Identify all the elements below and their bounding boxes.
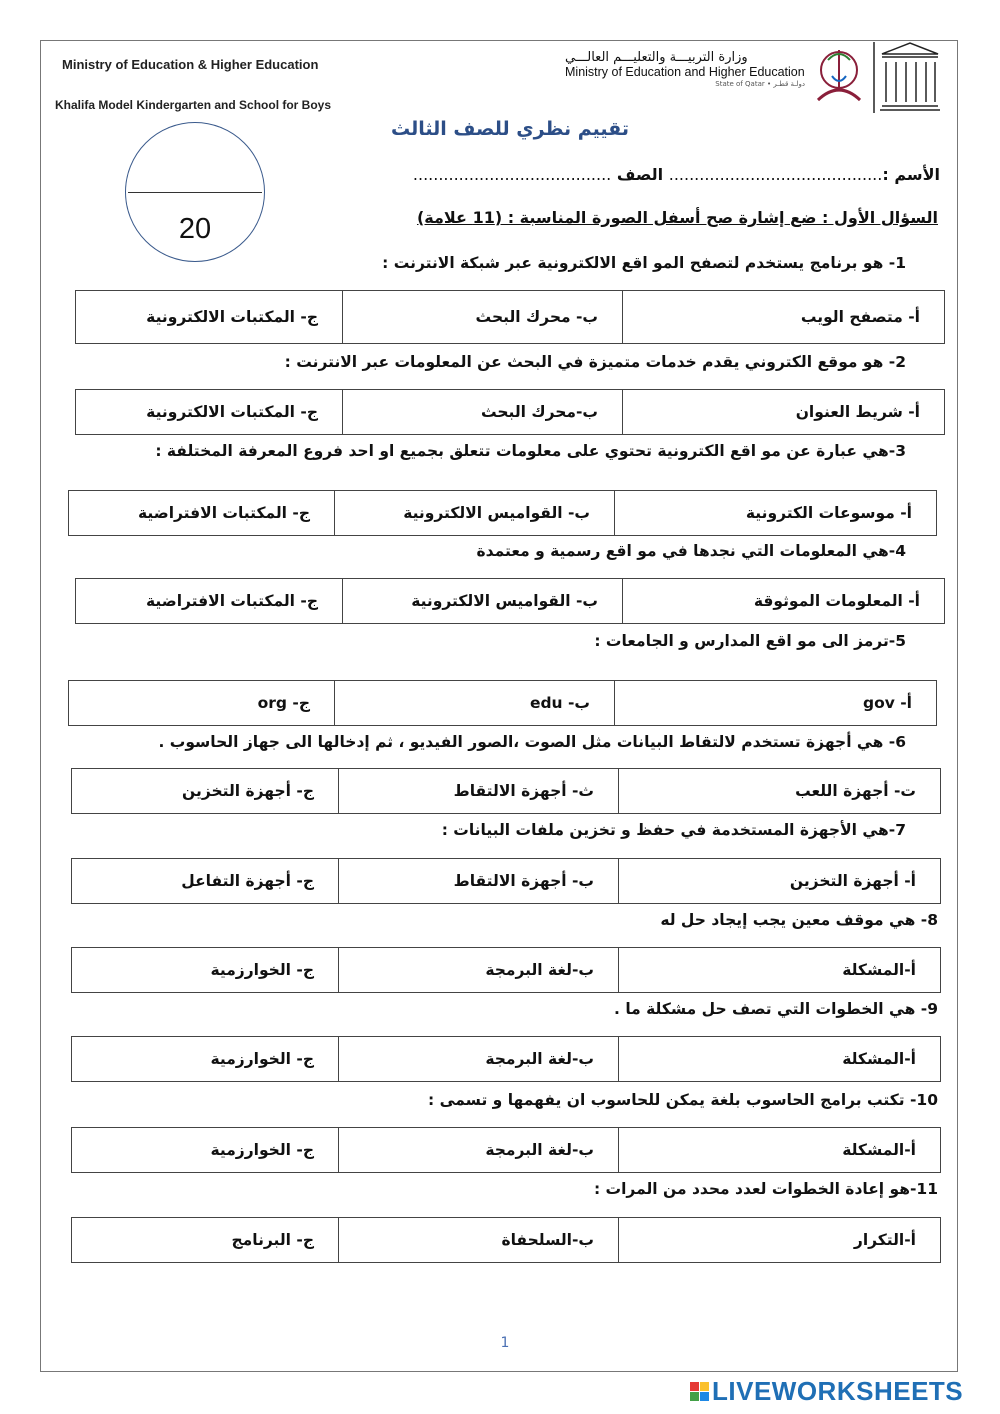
option-c[interactable]: ج- أجهزة التخزين: [182, 782, 314, 800]
options-row-9: [71, 1036, 941, 1082]
option-a[interactable]: أ-المشكلة: [618, 1128, 940, 1172]
question-3: 3-هي عبارة عن مو اقع الكترونية تحتوي على معلومات تتعلق بجميع او احد فروع المعرفة المختلفة :: [155, 442, 906, 460]
question-1: 1- هو برنامج يستخدم لتصفح المو اقع الالكترونية عبر شبكة الانترنت :: [382, 254, 906, 272]
option-c[interactable]: ج- أجهزة التفاعل: [181, 872, 314, 890]
option-c[interactable]: ج- المكتبات الافتراضية: [138, 504, 310, 522]
option-a[interactable]: أ- متصفح الويب: [622, 291, 944, 343]
option-a[interactable]: أ- شريط العنوان: [622, 390, 944, 434]
option-a[interactable]: أ- gov: [614, 681, 936, 725]
option-a[interactable]: أ- موسوعات الكترونية: [614, 491, 936, 535]
unesco-logo-icon: [872, 40, 942, 115]
ministry-logo-text: [565, 50, 805, 88]
school-name: Khalifa Model Kindergarten and School for Boys: [55, 98, 332, 112]
class-field[interactable]: .......................................: [412, 165, 612, 184]
option-b[interactable]: ب- القواميس الالكترونية: [334, 491, 614, 535]
liveworksheets-logo: [690, 1376, 963, 1407]
option-c[interactable]: ج- المكتبات الالكترونية: [146, 403, 318, 421]
page-number: 1: [500, 1335, 510, 1351]
option-b[interactable]: ب-لغة البرمجة: [338, 948, 618, 992]
question-2: 2- هو موقع الكتروني يقدم خدمات متميزة في البحث عن المعلومات عبر الانترنت :: [284, 353, 906, 371]
option-a[interactable]: أ-المشكلة: [618, 1037, 940, 1081]
option-b[interactable]: ب- محرك البحث: [342, 291, 622, 343]
ministry-name-en-right: Ministry of Education and Higher Education: [565, 65, 805, 79]
option-b[interactable]: ب-السلحفاة: [338, 1218, 618, 1262]
option-a[interactable]: أ-التكرار: [618, 1218, 940, 1262]
options-row-4: [75, 578, 945, 624]
option-b[interactable]: ث- أجهزة الالتقاط: [338, 769, 618, 813]
options-row-5: [68, 680, 937, 726]
ministry-name-ar: وزارة التربيـــة والتعليـــم العالـــي: [565, 50, 748, 65]
option-c[interactable]: ج- المكتبات الالكترونية: [146, 308, 318, 326]
option-b[interactable]: ب- القواميس الالكترونية: [342, 579, 622, 623]
options-row-11: [71, 1217, 941, 1263]
option-a[interactable]: أ- المعلومات الموثوقة: [622, 579, 944, 623]
option-c[interactable]: ج- الخوارزمية: [210, 1050, 314, 1068]
option-c[interactable]: ج- org: [257, 694, 310, 712]
option-b[interactable]: ب- أجهزة الالتقاط: [338, 859, 618, 903]
option-c[interactable]: ج- البرنامج: [231, 1231, 314, 1249]
option-b[interactable]: ب-لغة البرمجة: [338, 1128, 618, 1172]
question-9: 9- هي الخطوات التي تصف حل مشكلة ما .: [614, 1000, 938, 1018]
ministry-name-en: Ministry of Education & Higher Education: [62, 57, 319, 72]
question-4: 4-هي المعلومات التي نجدها في مو اقع رسمية و معتمدة: [476, 542, 906, 560]
score-total: 20: [178, 213, 212, 245]
name-class-line: [390, 165, 940, 184]
question-11: 11-هو إعادة الخطوات لعدد محدد من المرات :: [593, 1180, 938, 1198]
option-c[interactable]: ج- المكتبات الافتراضية: [146, 592, 318, 610]
liveworksheets-text: LIVEWORKSHEETS: [712, 1376, 964, 1406]
question-7: 7-هي الأجهزة المستخدمة في حفظ و تخزين ملفات البيانات :: [441, 821, 906, 839]
qatar-emblem-icon: [810, 40, 868, 112]
option-b[interactable]: ب-محرك البحث: [342, 390, 622, 434]
options-row-10: [71, 1127, 941, 1173]
option-a[interactable]: أ-المشكلة: [618, 948, 940, 992]
option-a[interactable]: ت- أجهزة اللعب: [618, 769, 940, 813]
options-row-3: [68, 490, 937, 536]
options-row-6: [71, 768, 941, 814]
option-c[interactable]: ج- الخوارزمية: [210, 1141, 314, 1159]
page-title: تقييم نظري للصف الثالث: [391, 118, 629, 140]
question-6: 6- هي أجهزة تستخدم لالتقاط البيانات مثل الصوت ،الصور الفيديو ، ثم إدخالها الى جهاز الحاسوب .: [158, 733, 906, 751]
option-c[interactable]: ج- الخوارزمية: [210, 961, 314, 979]
section-heading: السؤال الأول : ضع إشارة صح أسفل الصورة المناسبة : (11 علامة): [416, 208, 938, 227]
options-row-1: [75, 290, 945, 344]
options-row-2: [75, 389, 945, 435]
options-row-7: [71, 858, 941, 904]
option-b[interactable]: ب-لغة البرمجة: [338, 1037, 618, 1081]
class-label: الصف: [616, 165, 664, 184]
name-field[interactable]: ..........................................: [668, 165, 883, 184]
liveworksheets-badge-icon: [690, 1382, 709, 1401]
state-of-qatar: State of Qatar • دولـة قطـر: [715, 80, 805, 88]
name-label: الأسم :: [882, 165, 940, 184]
score-divider: [128, 192, 262, 193]
score-circle: [125, 122, 265, 262]
question-5: 5-ترمز الى مو اقع المدارس و الجامعات :: [594, 632, 906, 650]
question-10: 10- تكتب برامج الحاسوب بلغة يمكن للحاسوب ان يفهمها و تسمى :: [428, 1091, 938, 1109]
option-b[interactable]: ب- edu: [334, 681, 614, 725]
question-8: 8- هي موقف معين يجب إيجاد حل له: [660, 911, 938, 929]
options-row-8: [71, 947, 941, 993]
option-a[interactable]: أ- أجهزة التخزين: [618, 859, 940, 903]
